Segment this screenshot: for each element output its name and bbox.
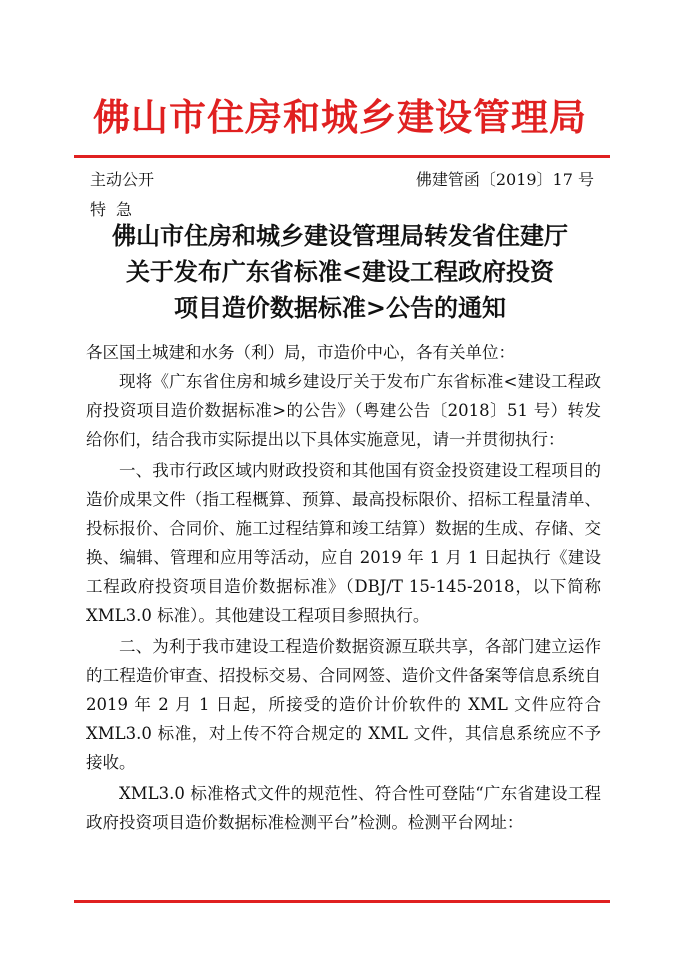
document-number: 佛建管函〔2019〕17 号 xyxy=(415,170,594,189)
title-line: 项目造价数据标准>公告的通知 xyxy=(173,293,507,322)
header-divider xyxy=(74,155,610,158)
urgency-label: 特急 xyxy=(90,200,143,219)
disclosure-label: 主动公开 xyxy=(90,170,155,189)
body-paragraph: XML3.0 标准格式文件的规范性、符合性可登陆“广东省建设工程政府投资项目造价数据标准检测平台”检测。检测平台网址： xyxy=(86,784,601,832)
title-line: 关于发布广东省标准<建设工程政府投资 xyxy=(125,257,555,286)
title-line: 佛山市住房和城乡建设管理局转发省住建厅 xyxy=(112,221,568,250)
agency-header: 佛山市住房和城乡建设管理局 xyxy=(93,96,587,139)
salutation: 各区国土城建和水务（利）局，市造价中心，各有关单位： xyxy=(86,343,515,362)
document-body xyxy=(86,338,601,837)
document-title xyxy=(80,218,600,326)
body-paragraph: 现将《广东省住房和城乡建设厅关于发布广东省标准<建设工程政府投资项目造价数据标准>的公告》（粤建公告〔2018〕51 号）转发给你们，结合我市实际提出以下具体实施意见，请一并贯彻执行： xyxy=(86,372,601,449)
body-paragraph: 一、我市行政区域内财政投资和其他国有资金投资建设工程项目的造价成果文件（指工程概算、预算、最高投标限价、招标工程量清单、投标报价、合同价、施工过程结算和竣工结算）数据的生成、存储、交换、编辑、管理和应用等活动，应自 2019 年 1 月 1 日起执行《建设工程政府投资项目造价数据标准》（DBJ/T 15-145-2018，以下简称 XML3.0 标准）。其他建设工程项目参照执行。 xyxy=(86,461,601,625)
footer-divider xyxy=(74,900,610,903)
body-paragraph: 二、为利于我市建设工程造价数据资源互联共享，各部门建立运作的工程造价审查、招投标交易、合同网签、造价文件备案等信息系统自 2019 年 2 月 1 日起，所接受的造价计价软件的 XML 文件应符合 XML3.0 标准，对上传不符合规定的 XML 文件，其信息系统应不予接收。 xyxy=(86,637,601,772)
